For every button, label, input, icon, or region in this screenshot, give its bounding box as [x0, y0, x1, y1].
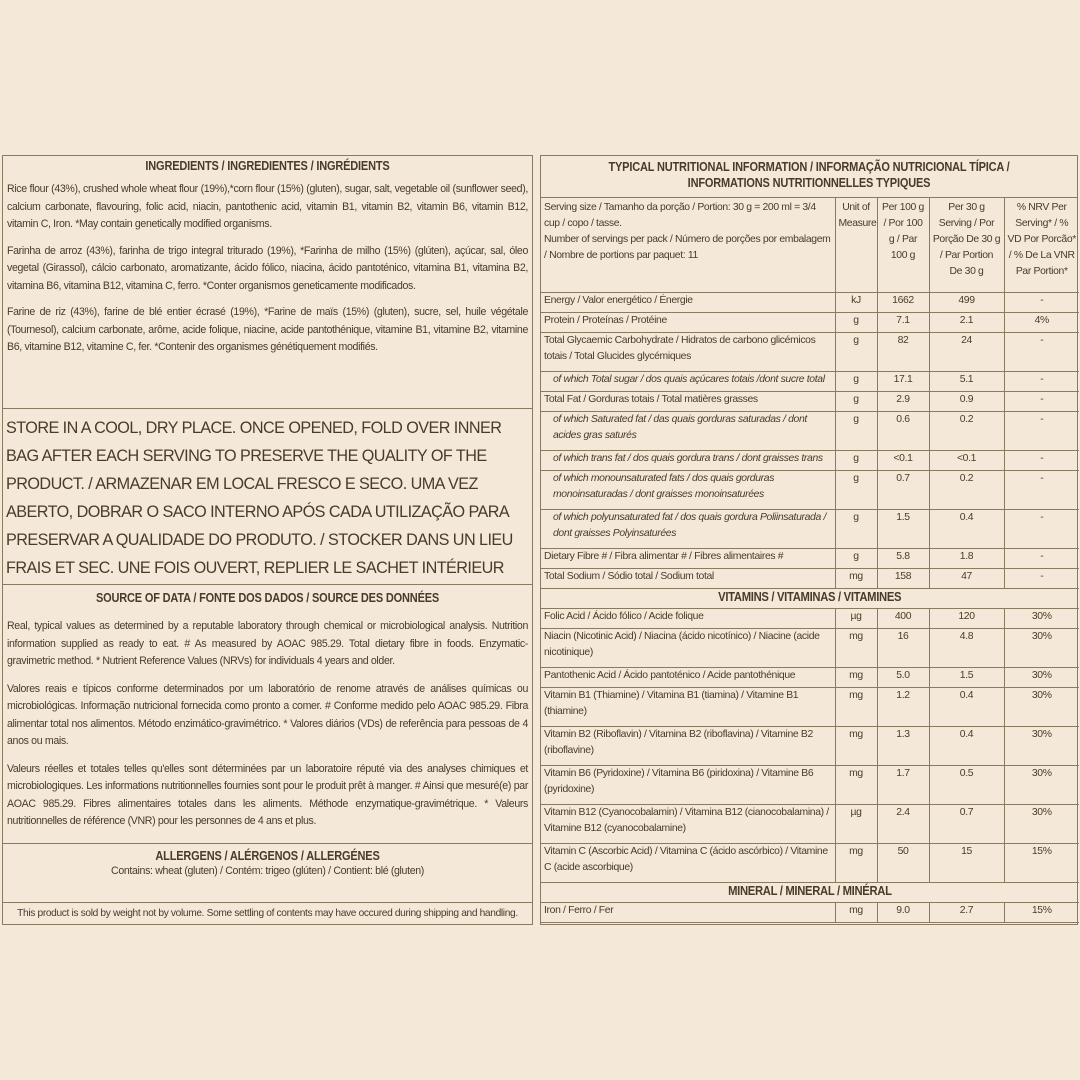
nutrient-per30: 15	[929, 843, 1004, 882]
source-section	[3, 585, 532, 844]
nutrient-nrv: 30%	[1004, 804, 1079, 843]
nutrient-per100: 16	[877, 628, 929, 667]
nutrient-nrv: -	[1004, 509, 1079, 548]
nutrient-unit: g	[835, 450, 877, 470]
nutrient-unit: g	[835, 371, 877, 391]
nutrient-name: of which Saturated fat / das quais gorduras saturadas / dont acides gras saturés	[541, 411, 835, 450]
vitamins-title: VITAMINS / VITAMINAS / VITAMINES	[718, 589, 902, 604]
nutrient-row	[541, 628, 1079, 667]
nutrient-per30: 120	[929, 608, 1004, 628]
nutrient-per100: 82	[877, 332, 929, 371]
nutrient-nrv: 4%	[1004, 312, 1079, 332]
nutrient-per100: 1.7	[877, 765, 929, 804]
nutrient-per30: 24	[929, 332, 1004, 371]
footer-section	[3, 903, 532, 925]
nutrient-name: Vitamin B2 (Riboflavin) / Vitamina B2 (riboflavina) / Vitamine B2 (riboflavine)	[541, 726, 835, 765]
nutrient-unit: mg	[835, 667, 877, 687]
nutrient-name: of which polyunsaturated fat / dos quais gordura Poliinsaturada / dont graisses Polyinsaturées	[541, 509, 835, 548]
nutrient-per30: 1.8	[929, 548, 1004, 568]
nutrient-name: Protein / Proteínas / Protéine	[541, 312, 835, 332]
nutrient-name: Vitamin B1 (Thiamine) / Vitamina B1 (tiamina) / Vitamine B1 (thiamine)	[541, 687, 835, 726]
nutrient-per100: 9.0	[877, 902, 929, 922]
nutrition-table	[541, 198, 1079, 923]
nutrient-unit: g	[835, 332, 877, 371]
nutrient-name: Energy / Valor energético / Énergie	[541, 292, 835, 312]
nutrient-per100: 2.4	[877, 804, 929, 843]
nutrient-name: Pantothenic Acid / Ácido pantoténico / Acide pantothénique	[541, 667, 835, 687]
storage-instructions: STORE IN A COOL, DRY PLACE. ONCE OPENED, FOLD OVER INNER BAG AFTER EACH SERVING TO PRESERVE THE QUALITY OF THE PRODUCT. / ARMAZENAR EM LOCAL FRESCO E SECO. UMA VEZ ABERTO, DOBRAR O SACO INTERNO APÓS CADA UTILIZAÇÃO PARA PRESERVAR A QUALIDADE DO PRODUTO. / STOCKER DANS UN LIEU FRAIS ET SEC. UNE FOIS OUVERT, REPLIER LE SACHET INTÉRIEUR	[6, 419, 513, 577]
nutrient-per100: 1.5	[877, 509, 929, 548]
source-english: Real, typical values as determined by a reputable laboratory through chemical or microbiological analysis. Nutrition information supplied as ready to eat. # As measured by AOAC 985.29. Total dietary fibre in foods. Enzymatic-gravimetric method. * Nutrient Reference Values (NRVs) for individuals 4 years and older.	[7, 620, 528, 667]
nutrient-per30: 2.7	[929, 902, 1004, 922]
source-portuguese: Valores reais e típicos conforme determinados por um laboratório de renome através de análises químicas ou microbiológicas. Informação nutricional fornecida como pronto a comer. # Conforme medido pelo AOAC 985.29. Fibra alimentar total nos alimentos. Método enzimático-gravimétrico. * Valores diários (VDs) de referência para pessoas de 4 anos ou mais.	[7, 682, 528, 747]
nutrient-row	[541, 470, 1079, 509]
nutrient-per100: 0.6	[877, 411, 929, 450]
nutrient-row	[541, 568, 1079, 588]
nutrient-row	[541, 411, 1079, 450]
nutrient-nrv: -	[1004, 450, 1079, 470]
nutrient-per100: 5.8	[877, 548, 929, 568]
nutrient-per30: 1.5	[929, 667, 1004, 687]
mineral-title-cell	[541, 882, 1079, 902]
nutrient-unit: g	[835, 470, 877, 509]
nutrient-row	[541, 509, 1079, 548]
nutrient-per100: 400	[877, 608, 929, 628]
mineral-title-row	[541, 882, 1079, 902]
nutrient-per30: 5.1	[929, 371, 1004, 391]
nutrient-per30: 0.7	[929, 804, 1004, 843]
header-per30: Per 30 g Serving / Por Porção De 30 g / Par Portion De 30 g	[929, 198, 1004, 292]
nutrient-unit: g	[835, 391, 877, 411]
nutrient-name: Iron / Ferro / Fer	[541, 902, 835, 922]
nutrient-row	[541, 843, 1079, 882]
nutrient-per30: 0.4	[929, 687, 1004, 726]
nutrient-row	[541, 726, 1079, 765]
nutrient-row	[541, 608, 1079, 628]
nutrient-nrv: -	[1004, 470, 1079, 509]
nutrient-unit: µg	[835, 608, 877, 628]
nutrient-name: of which monounsaturated fats / dos quais gorduras monoinsaturadas / dont graisses monoinsaturées	[541, 470, 835, 509]
nutrient-per30: 0.4	[929, 726, 1004, 765]
serving-info: Serving size / Tamanho da porção / Portion: 30 g = 200 ml = 3/4 cup / copo / tasse. Number of servings per pack / Número de porções por embalagem / Nombre de portions par paquet: 11	[541, 198, 835, 292]
nutrition-panel	[540, 155, 1078, 925]
nutrient-per100: 2.9	[877, 391, 929, 411]
nutrient-row	[541, 687, 1079, 726]
nutrient-nrv: -	[1004, 411, 1079, 450]
nutrient-nrv: -	[1004, 371, 1079, 391]
nutrient-row	[541, 765, 1079, 804]
source-title: SOURCE OF DATA / FONTE DOS DADOS / SOURCE DES DONNÉES	[95, 591, 440, 605]
nutrient-name: Total Sodium / Sódio total / Sodium total	[541, 568, 835, 588]
nutrient-name: Total Glycaemic Carbohydrate / Hidratos de carbono glicémicos totais / Total Glucides glycémiques	[541, 332, 835, 371]
allergens-title: ALLERGENS / ALÉRGENOS / ALLERGÉNES	[155, 849, 380, 863]
source-french: Valeurs réelles et totales telles qu'elles sont déterminées par un laboratoire réputé via des analyses chimiques et microbiologiques. Les informations nutritionnelles fournies sont pour le produit prêt à manger. # Ainsi que mesuré(e) par AOAC 985.29. Fibres alimentaires totales dans les aliments. Méthode enzymatique-gravimétrique. * Valeurs nutritionnelles de référence (VNR) pour les personnes de 4 ans et plus.	[7, 762, 528, 827]
nutrient-nrv: -	[1004, 548, 1079, 568]
header-per100: Per 100 g / Por 100 g / Par 100 g	[877, 198, 929, 292]
nutrient-nrv: 30%	[1004, 726, 1079, 765]
nutrient-unit: mg	[835, 843, 877, 882]
nutrient-row	[541, 371, 1079, 391]
nutrient-row	[541, 312, 1079, 332]
nutrient-nrv: 30%	[1004, 765, 1079, 804]
nutrient-name: of which Total sugar / dos quais açúcares totais /dont sucre total	[541, 371, 835, 391]
nutrient-per30: 47	[929, 568, 1004, 588]
nutrient-name: of which trans fat / dos quais gordura trans / dont graisses trans	[541, 450, 835, 470]
nutrient-per30: 2.1	[929, 312, 1004, 332]
ingredients-section	[3, 156, 532, 409]
nutrition-title: TYPICAL NUTRITIONAL INFORMATION / INFORMAÇÃO NUTRICIONAL TÍPICA / INFORMATIONS NUTRITIONNELLES TYPIQUES	[608, 160, 1010, 190]
nutrient-per100: 1662	[877, 292, 929, 312]
nutrient-nrv: 30%	[1004, 667, 1079, 687]
nutrient-nrv: 30%	[1004, 608, 1079, 628]
nutrient-row	[541, 391, 1079, 411]
nutrient-per30: 0.5	[929, 765, 1004, 804]
vitamins-title-row	[541, 588, 1079, 608]
nutrient-unit: g	[835, 548, 877, 568]
storage-section	[3, 409, 532, 585]
vitamins-title-cell	[541, 588, 1079, 608]
nutrient-unit: g	[835, 312, 877, 332]
nutrient-nrv: 15%	[1004, 902, 1079, 922]
ingredients-french: Farine de riz (43%), farine de blé entier écrasé (19%), *Farine de maïs (15%) (gluten), sucre, sel, huile végétale (Tournesol), calcium carbonate, arôme, acide folique, niacine, acide pantothénique, vitamine B1, vitamine B2, vitamine B6, vitamine B12, vitamine C, fer. *Contenir des organismes génétiquement modifiés.	[7, 306, 528, 353]
nutrient-row	[541, 548, 1079, 568]
nutrient-per100: 1.2	[877, 687, 929, 726]
footer-note: This product is sold by weight not by volume. Some settling of contents may have occured during shipping and handling.	[17, 908, 518, 919]
nutrient-name: Vitamin B12 (Cyanocobalamin) / Vitamina B12 (cianocobalamina) / Vitamine B12 (cyanocobalamine)	[541, 804, 835, 843]
nutrient-name: Vitamin B6 (Pyridoxine) / Vitamina B6 (piridoxina) / Vitamine B6 (pyridoxine)	[541, 765, 835, 804]
nutrient-per100: 158	[877, 568, 929, 588]
nutrient-name: Folic Acid / Ácido fólico / Acide folique	[541, 608, 835, 628]
nutrient-unit: mg	[835, 726, 877, 765]
nutrient-per100: 50	[877, 843, 929, 882]
ingredients-portuguese: Farinha de arroz (43%), farinha de trigo integral triturado (19%), *Farinha de milho (15%) (glúten), açúcar, sal, óleo vegetal (Girassol), cálcio carbonato, aromatizante, ácido fólico, niacina, ácido pantoténico, vitamina B1, vitamina B2, vitamina B6, vitamina B12, vitamina C, ferro. *Conter organismos geneticamente modificados.	[7, 244, 528, 292]
nutrient-row	[541, 332, 1079, 371]
nutrient-name: Dietary Fibre # / Fibra alimentar # / Fibres alimentaires #	[541, 548, 835, 568]
nutrient-name: Vitamin C (Ascorbic Acid) / Vitamina C (ácido ascórbico) / Vitamine C (acide ascorbique)	[541, 843, 835, 882]
nutrient-nrv: -	[1004, 568, 1079, 588]
nutrient-unit: kJ	[835, 292, 877, 312]
nutrient-row	[541, 804, 1079, 843]
nutrient-nrv: -	[1004, 391, 1079, 411]
nutrient-row	[541, 450, 1079, 470]
nutrient-nrv: -	[1004, 332, 1079, 371]
nutrient-per100: 7.1	[877, 312, 929, 332]
nutrient-per100: 0.7	[877, 470, 929, 509]
nutrient-per30: 499	[929, 292, 1004, 312]
nutrient-per30: 0.9	[929, 391, 1004, 411]
mineral-title: MINERAL / MINERAL / MINÉRAL	[728, 883, 892, 898]
nutrient-per30: 0.2	[929, 470, 1004, 509]
nutrient-row	[541, 902, 1079, 922]
header-nrv: % NRV Per Serving* / % VD Por Porcão* / % De La VNR Par Portion*	[1004, 198, 1079, 292]
nutrient-per100: <0.1	[877, 450, 929, 470]
nutrient-unit: mg	[835, 568, 877, 588]
ingredients-english: Rice flour (43%), crushed whole wheat flour (19%),*corn flour (15%) (gluten), sugar, salt, vegetable oil (sunflower seed), calcium carbonate, flavouring, folic acid, niacin, pantothenic acid, vitamin B1, vitamin B2, vitamin B6, vitamin B12, vitamin C, Iron. *May contain genetically modified organisms.	[7, 183, 528, 230]
nutrient-nrv: -	[1004, 292, 1079, 312]
nutrient-unit: mg	[835, 628, 877, 667]
nutrient-name: Niacin (Nicotinic Acid) / Niacina (ácido nicotínico) / Niacine (acide nicotinique)	[541, 628, 835, 667]
nutrient-per30: 0.4	[929, 509, 1004, 548]
nutrient-per30: <0.1	[929, 450, 1004, 470]
header-unit: Unit of Measure	[835, 198, 877, 292]
nutrient-nrv: 15%	[1004, 843, 1079, 882]
nutrient-unit: mg	[835, 687, 877, 726]
nutrient-name: Total Fat / Gorduras totais / Total matières grasses	[541, 391, 835, 411]
nutrient-per100: 1.3	[877, 726, 929, 765]
nutrient-row	[541, 292, 1079, 312]
nutrient-per30: 4.8	[929, 628, 1004, 667]
nutrient-per100: 5.0	[877, 667, 929, 687]
nutrient-per100: 17.1	[877, 371, 929, 391]
nutrient-row	[541, 667, 1079, 687]
nutrition-header-row	[541, 198, 1079, 292]
nutrient-per30: 0.2	[929, 411, 1004, 450]
nutrition-title-box	[541, 156, 1077, 198]
nutrient-unit: µg	[835, 804, 877, 843]
nutrient-nrv: 30%	[1004, 628, 1079, 667]
allergens-text: Contains: wheat (gluten) / Contém: trigeo (glúten) / Contient: blé (gluten)	[111, 865, 424, 877]
nutrient-unit: g	[835, 509, 877, 548]
nutrient-unit: g	[835, 411, 877, 450]
nutrient-unit: mg	[835, 902, 877, 922]
nutrient-nrv: 30%	[1004, 687, 1079, 726]
left-panel	[2, 155, 533, 925]
allergens-section	[3, 844, 532, 903]
nutrient-unit: mg	[835, 765, 877, 804]
ingredients-title: INGREDIENTS / INGREDIENTES / INGRÉDIENTS	[145, 159, 390, 173]
